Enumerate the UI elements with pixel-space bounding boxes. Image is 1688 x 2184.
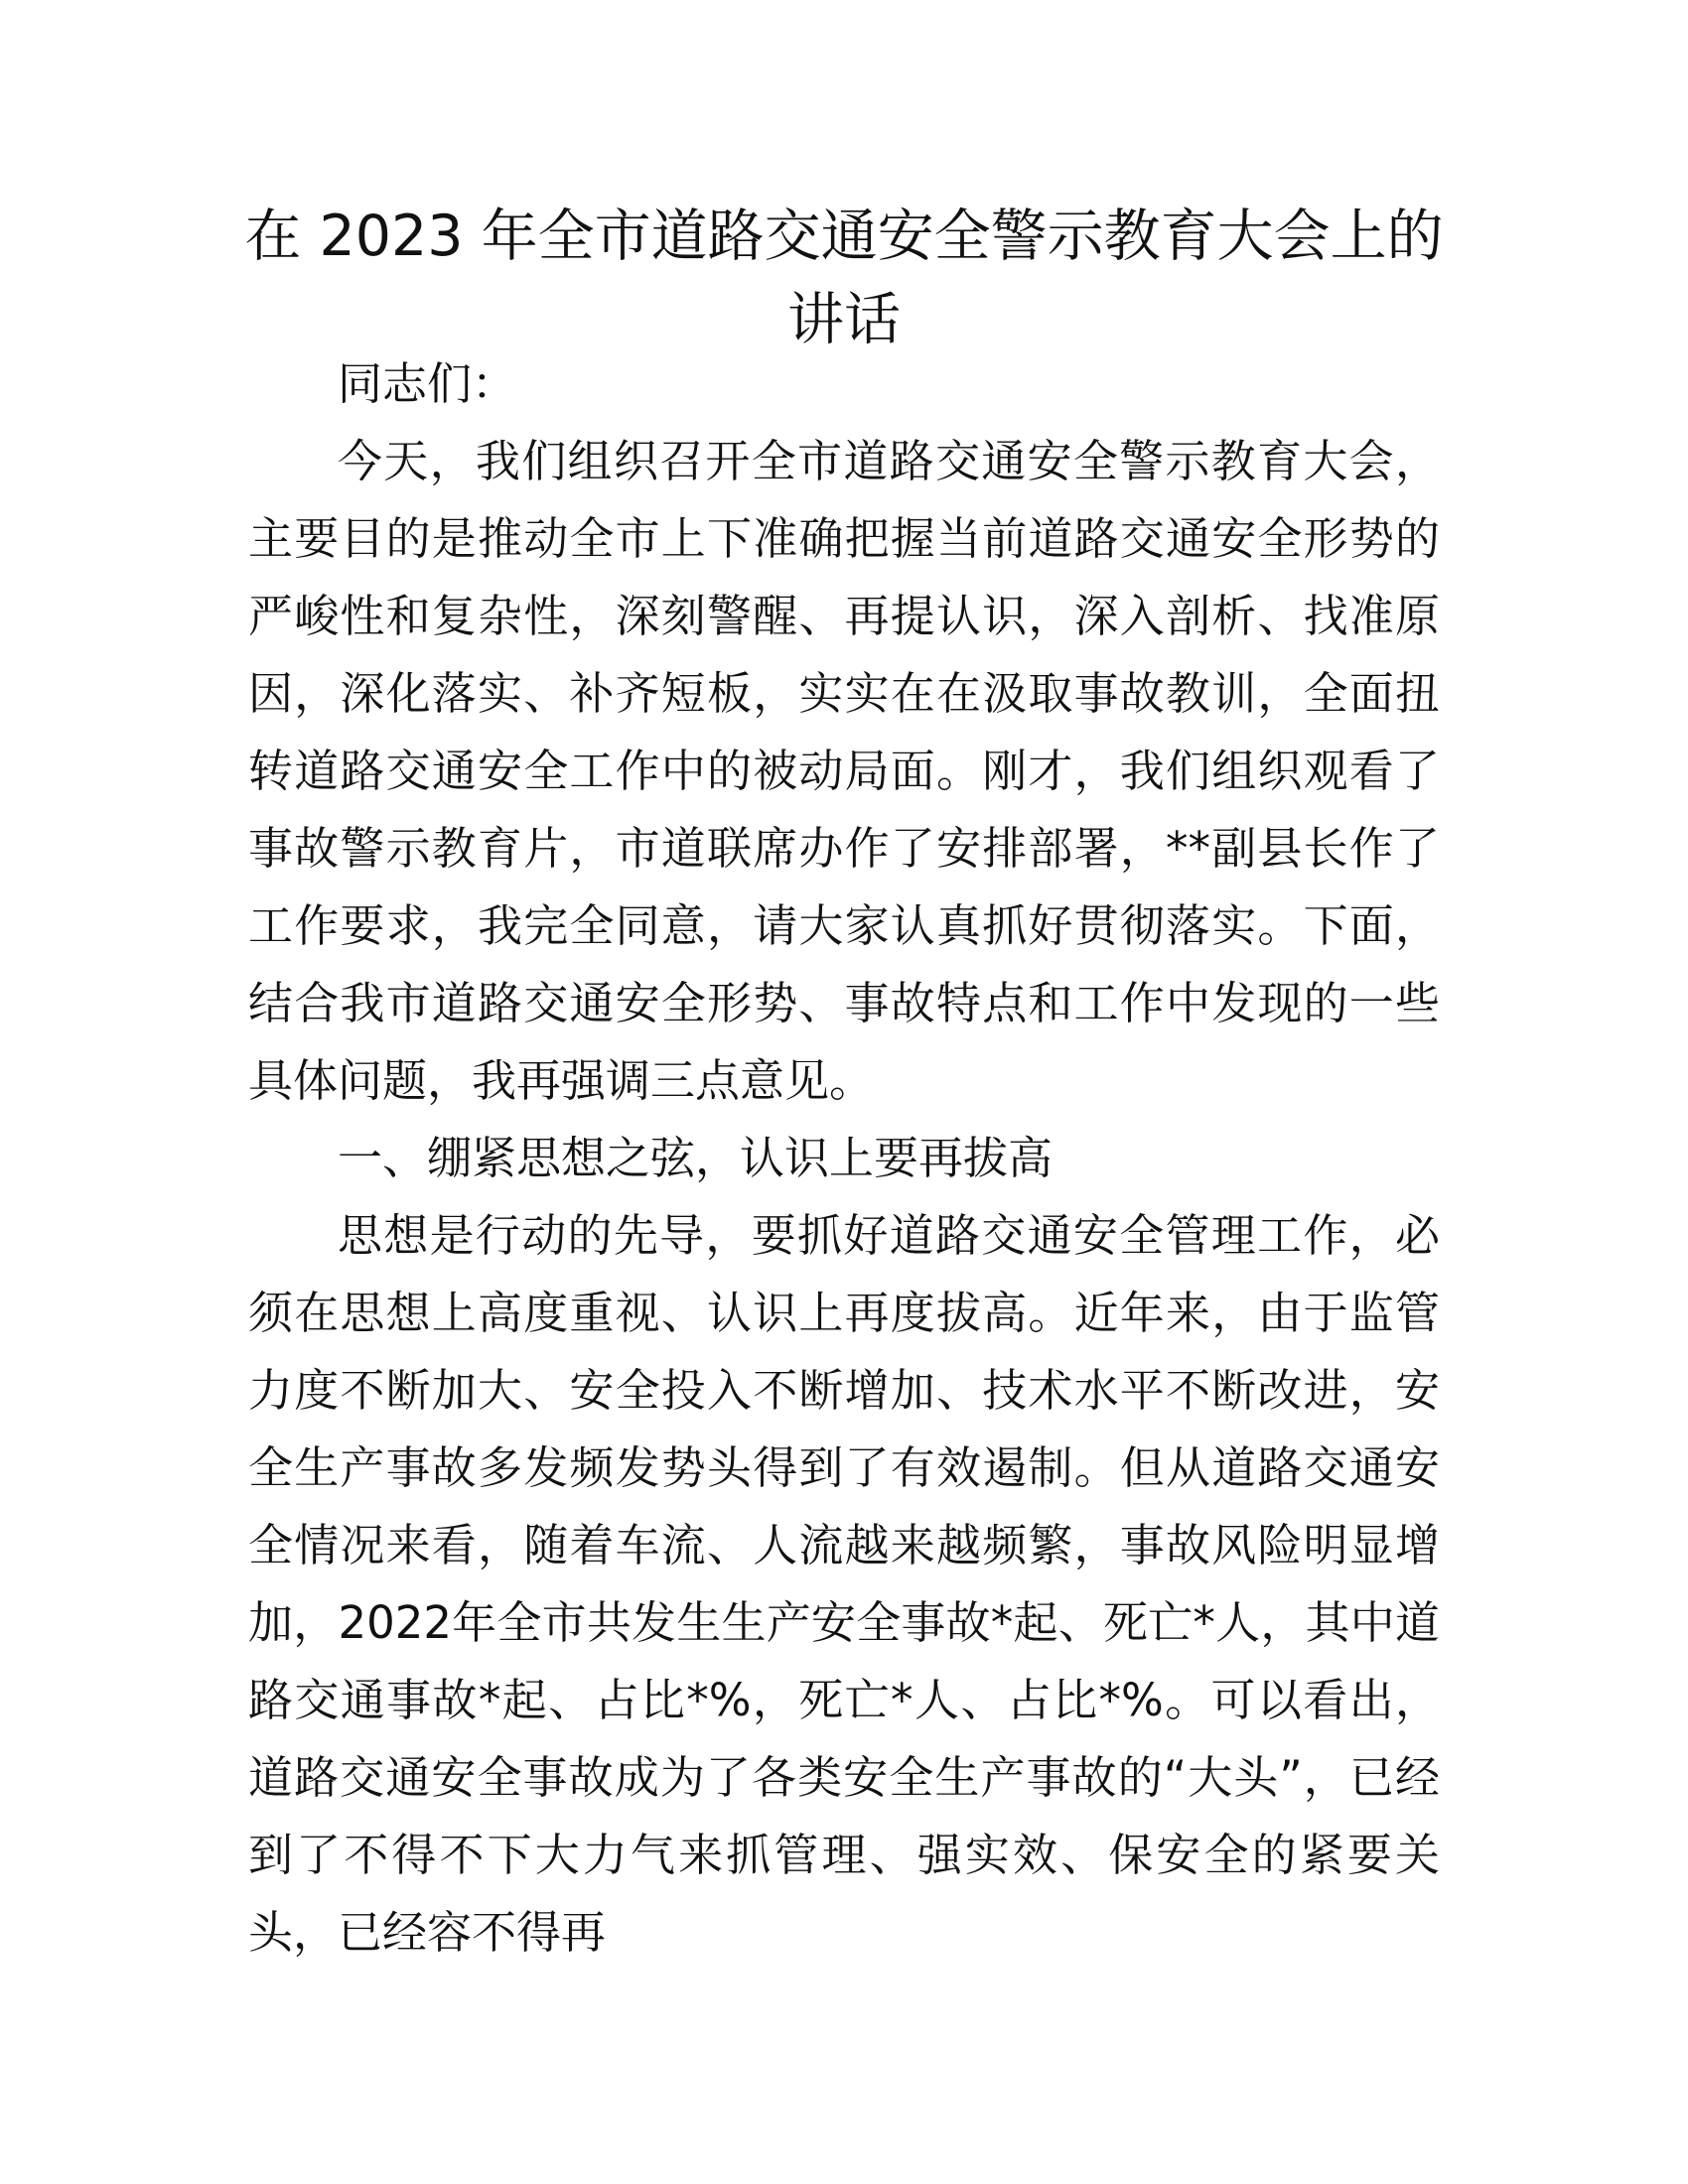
title-line-1: 在 2023 年全市道路交通安全警示教育大会上的 bbox=[244, 204, 1444, 269]
title-line-2: 讲话 bbox=[787, 287, 901, 352]
section-heading-1: 一、绷紧思想之弦，认识上要再拔高 bbox=[338, 1132, 1054, 1184]
salutation: 同志们： bbox=[338, 357, 517, 410]
paragraph-intro: 今天，我们组织召开全市道路交通安全警示教育大会，主要目的是推动全市上下准确把握当前道路交通安全形势的严峻性和复杂性，深刻警醒、再提认识，深入剖析、找准原因，深化落实、补齐短板，实实在在汲取事故教训，全面扭转道路交通安全工作中的被动局面。刚才，我们组织观看了事故警示教育片，市道联席办作了安排部署，**副县长作了工作要求，我完全同意，请大家认真抓好贯彻落实。下面，结合我市道路交通安全形势、事故特点和工作中发现的一些具体问题，我再强调三点意见。 bbox=[248, 435, 1440, 1107]
document-title bbox=[199, 195, 1489, 361]
paragraph-section-1: 思想是行动的先导，要抓好道路交通安全管理工作，必须在思想上高度重视、认识上再度拔高。近年来，由于监管力度不断加大、安全投入不断增加、技术水平不断改进，安全生产事故多发频发势头得到了有效遏制。但从道路交通安全情况来看，随着车流、人流越来越频繁，事故风险明显增加，2022年全市共发生生产安全事故*起、死亡*人，其中道路交通事故*起、占比*%，死亡*人、占比*%。可以看出，道路交通安全事故成为了各类安全生产事故的“大头”，已经到了不得不下大力气来抓管理、强实效、保安全的紧要关头，已经容不得再 bbox=[248, 1209, 1440, 1959]
document-body bbox=[248, 345, 1440, 1972]
